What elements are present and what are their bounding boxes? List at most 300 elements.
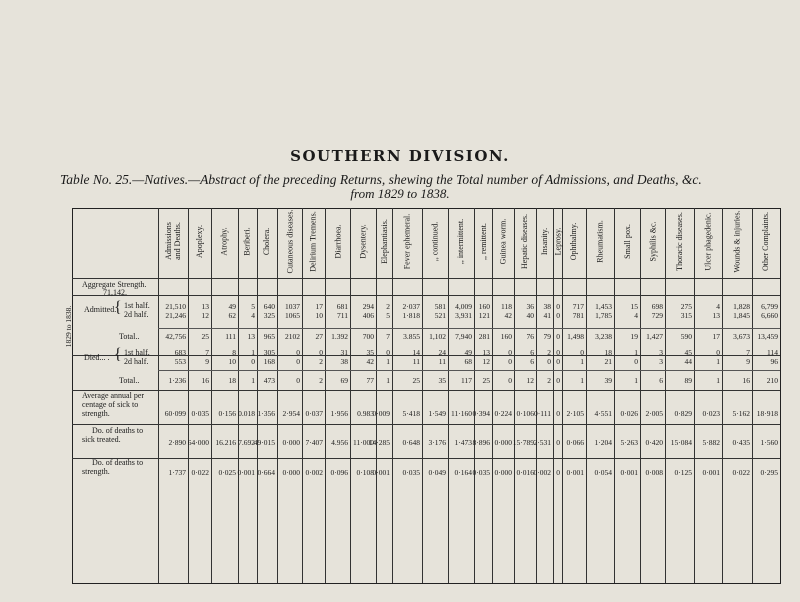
table-cell: 1 xyxy=(580,357,584,366)
table-cell: 0·054 xyxy=(594,468,612,477)
column-header xyxy=(257,212,277,270)
table-cell: 1 xyxy=(251,348,255,357)
table-cell: 13 xyxy=(201,302,209,311)
table-cell: 473 xyxy=(263,376,275,385)
row-divider xyxy=(72,390,780,391)
table-cell: 0·394 xyxy=(472,409,490,418)
table-cell: 38 xyxy=(543,302,551,311)
table-cell: 68 xyxy=(464,357,472,366)
table-cell: 0·002 xyxy=(305,468,323,477)
table-cell: 0·035 xyxy=(402,468,420,477)
table-cell: 5 xyxy=(251,302,255,311)
table-cell: 0 xyxy=(296,348,300,357)
table-cell: 2·005 xyxy=(645,409,663,418)
column-header xyxy=(665,212,694,270)
table-cell: 2·531 xyxy=(533,438,551,447)
table-cell: 42,756 xyxy=(165,332,186,341)
table-cell: 717 xyxy=(572,302,584,311)
table-cell: 4,009 xyxy=(455,302,472,311)
column-header xyxy=(376,212,392,270)
table-cell: 0.983 xyxy=(357,409,374,418)
table-cell: 4·551 xyxy=(594,409,612,418)
table-cell: 10 xyxy=(315,311,323,320)
table-cell: 11·000 xyxy=(353,438,374,447)
table-cell: 0 xyxy=(556,332,560,341)
table-cell: 0·022 xyxy=(732,468,750,477)
table-cell: 79 xyxy=(543,332,551,341)
table-cell: 11 xyxy=(412,357,420,366)
table-cell: 41 xyxy=(543,311,551,320)
column-header-label: Ophthalmy. xyxy=(569,222,579,260)
table-cell: 18 xyxy=(228,376,236,385)
table-cell: 0 xyxy=(296,376,300,385)
table-cell: 581 xyxy=(434,302,446,311)
table-cell: 21,510 xyxy=(165,302,186,311)
table-cell: 0·025 xyxy=(218,468,236,477)
table-cell: 3 xyxy=(659,348,663,357)
table-cell: 5 xyxy=(386,311,390,320)
table-cell: 1·236 xyxy=(168,376,186,385)
table-cell: 700 xyxy=(362,332,374,341)
table-cell: 1·956 xyxy=(330,409,348,418)
table-cell: 0·096 xyxy=(330,468,348,477)
table-cell: 7 xyxy=(386,332,390,341)
table-cell: 1·818 xyxy=(402,311,420,320)
table-cell: 16 xyxy=(201,376,209,385)
table-cell: 13 xyxy=(482,348,490,357)
table-cell: 0·000 xyxy=(282,468,300,477)
table-cell: 42 xyxy=(366,357,374,366)
table-cell: 2·037 xyxy=(402,302,420,311)
table-cell: 0 xyxy=(251,357,255,366)
table-cell: 406 xyxy=(362,311,374,320)
table-cell: 10 xyxy=(228,357,236,366)
column-header-label: Guinea worm. xyxy=(498,218,508,264)
average-label-line1: Average annual per xyxy=(82,391,145,400)
table-cell: 15 xyxy=(630,302,638,311)
table-cell: 13 xyxy=(247,332,255,341)
table-cell: 7 xyxy=(205,348,209,357)
column-header-label: Beriberi. xyxy=(243,226,252,256)
table-cell: 0 xyxy=(556,409,560,418)
table-cell: 2 xyxy=(547,348,551,357)
table-cell: 0·002 xyxy=(533,468,551,477)
table-cell: 325 xyxy=(263,311,275,320)
table-cell: 21,246 xyxy=(165,311,186,320)
table-cell: 121 xyxy=(478,311,490,320)
table-cell: 5·263 xyxy=(620,438,638,447)
table-cell: 2·890 xyxy=(168,438,186,447)
table-cell: 25 xyxy=(201,332,209,341)
table-cell: 0·037 xyxy=(305,409,323,418)
column-header-label: Thoracic diseases. xyxy=(675,211,685,271)
table-cell: 0 xyxy=(556,311,560,320)
column-header xyxy=(694,212,722,270)
table-cell: 0·022 xyxy=(191,468,209,477)
table-cell: 21 xyxy=(604,357,612,366)
table-cell: 1 xyxy=(716,376,720,385)
deaths-strength-label-line1: Do. of deaths to xyxy=(92,458,144,467)
table-cell: 15·789 xyxy=(512,438,534,447)
table-cell: 35 xyxy=(366,348,374,357)
table-cell: 0·164 xyxy=(454,468,472,477)
table-cell: 1,828 xyxy=(733,302,750,311)
column-header xyxy=(586,212,614,270)
column-header-label: Fever ephemeral. xyxy=(402,213,412,269)
row-divider xyxy=(72,424,780,425)
table-cell: 1,427 xyxy=(646,332,663,341)
table-cell: 0·049 xyxy=(428,468,446,477)
table-cell: 3,931 xyxy=(455,311,472,320)
column-header xyxy=(640,212,665,270)
column-header xyxy=(422,212,448,270)
died-label: Died... . xyxy=(84,353,110,362)
table-cell: 0·829 xyxy=(674,409,692,418)
table-cell: 681 xyxy=(336,302,348,311)
table-cell: 0·435 xyxy=(732,438,750,447)
table-cell: 294 xyxy=(362,302,374,311)
column-header xyxy=(536,212,553,270)
column-header-label: Diarrhoea. xyxy=(333,224,343,258)
table-cell: 18 xyxy=(604,348,612,357)
column-header-label: Rheumatism. xyxy=(595,219,605,263)
row-divider xyxy=(72,295,780,296)
table-cell: 640 xyxy=(263,302,275,311)
table-cell: 1 xyxy=(716,357,720,366)
died-first-half-label: 1st half. xyxy=(124,348,150,357)
table-cell: 1 xyxy=(251,376,255,385)
table-cell: 0·000 xyxy=(494,438,512,447)
deaths-sick-label-line1: Do. of deaths to xyxy=(92,426,144,435)
table-cell: 1037 xyxy=(285,302,300,311)
table-cell: 210 xyxy=(766,376,778,385)
table-cell: 590 xyxy=(680,332,692,341)
table-cell: 0·108 xyxy=(356,468,374,477)
table-cell: 0·009 xyxy=(372,409,390,418)
table-cell: 2 xyxy=(319,357,323,366)
table-cell: 2 xyxy=(547,376,551,385)
table-cell: 0·111 xyxy=(534,409,551,418)
table-cell: 1,845 xyxy=(733,311,750,320)
table-cell: 6 xyxy=(530,357,534,366)
column-header xyxy=(562,212,586,270)
table-cell: 0·001 xyxy=(566,468,584,477)
table-cell: 1 xyxy=(386,376,390,385)
table-cell: 6 xyxy=(659,376,663,385)
table-cell: 5·418 xyxy=(402,409,420,418)
table-cell: 1 xyxy=(634,348,638,357)
table-cell: 0 xyxy=(556,376,560,385)
table-cell: 17 xyxy=(712,332,720,341)
date-range: from 1829 to 1838. xyxy=(350,186,450,201)
table-cell: 0 xyxy=(386,348,390,357)
table-cell: 19 xyxy=(630,332,638,341)
table-cell: 8·896 xyxy=(472,438,490,447)
column-header-label: Ulcer phagedenic. xyxy=(703,211,713,271)
table-cell: 11 xyxy=(438,357,446,366)
table-cell: 49 xyxy=(228,302,236,311)
table-cell: 0·035 xyxy=(472,468,490,477)
table-cell: 25 xyxy=(482,376,490,385)
table-cell: 27 xyxy=(315,332,323,341)
table-cell: 0·066 xyxy=(566,438,584,447)
table-cell: 89 xyxy=(684,376,692,385)
table-cell: 315 xyxy=(680,311,692,320)
table-cell: 0·156 xyxy=(218,409,236,418)
table-cell: 2 xyxy=(386,302,390,311)
table-cell: 0·001 xyxy=(620,468,638,477)
table-cell: 1 xyxy=(580,376,584,385)
column-header-label: Syphilis &c. xyxy=(648,220,658,262)
admitted-label: Admitted. xyxy=(84,305,117,314)
table-cell: 49 xyxy=(464,348,472,357)
column-header xyxy=(277,209,302,273)
table-cell: 965 xyxy=(263,332,275,341)
table-cell: 0 xyxy=(556,438,560,447)
table-cell: 38 xyxy=(340,357,348,366)
table-cell: 4 xyxy=(716,302,720,311)
table-cell: 711 xyxy=(337,311,348,320)
table-cell: 6 xyxy=(530,348,534,357)
table-cell: 14 xyxy=(412,348,420,357)
table-cell: 3.855 xyxy=(403,332,420,341)
deaths-strength-label-line2: strength. xyxy=(82,467,110,476)
years-side-label xyxy=(63,296,75,356)
admitted-total-label: Total.. xyxy=(119,332,140,341)
died-total-label: Total.. xyxy=(119,376,140,385)
strength-label: Aggregate Strength. xyxy=(82,280,147,289)
column-header xyxy=(614,212,640,270)
table-cell: 0·106 xyxy=(516,409,534,418)
table-cell: 1.392 xyxy=(331,332,348,341)
column-header xyxy=(302,212,325,270)
died-brace: { xyxy=(114,346,122,363)
column-header-label: Small pox. xyxy=(622,223,632,259)
table-cell: 0·023 xyxy=(702,409,720,418)
table-cell: 42 xyxy=(504,311,512,320)
table-cell: 0·001 xyxy=(237,468,255,477)
table-cell: 1·737 xyxy=(168,468,186,477)
table-cell: 12 xyxy=(201,311,209,320)
table-cell: 1·473 xyxy=(454,438,472,447)
table-cell: 0 xyxy=(508,376,512,385)
column-header-label: Apoplexy. xyxy=(195,224,204,258)
table-cell: 553 xyxy=(174,357,186,366)
table-cell: 15·084 xyxy=(670,438,692,447)
table-cell: 2·105 xyxy=(566,409,584,418)
column-header-label: Elephantiasis. xyxy=(379,218,389,264)
table-cell: 17 xyxy=(315,302,323,311)
strength-value: 71,142. xyxy=(103,288,127,297)
table-cell: 7,940 xyxy=(455,332,472,341)
table-cell: 3 xyxy=(659,357,663,366)
column-header-label: ,, remittent. xyxy=(478,222,488,260)
table-cell: 305 xyxy=(263,348,275,357)
column-header-label: Atrophy. xyxy=(220,226,229,256)
column-header xyxy=(492,212,514,270)
table-cell: 0·001 xyxy=(372,468,390,477)
table-cell: 0 xyxy=(556,357,560,366)
column-header-label: Cutaneous diseases. xyxy=(285,209,294,273)
column-header xyxy=(448,212,474,270)
table-cell: 729 xyxy=(651,311,663,320)
table-cell: 0·224 xyxy=(494,409,512,418)
row-divider xyxy=(158,370,780,371)
table-cell: 5·162 xyxy=(732,409,750,418)
table-cell: 1,453 xyxy=(595,302,612,311)
table-cell: 781 xyxy=(572,311,584,320)
column-header xyxy=(211,212,238,270)
table-cell: 0·420 xyxy=(645,438,663,447)
column-header-label: Delirium Tremens. xyxy=(309,210,319,272)
table-cell: 0·664 xyxy=(257,468,275,477)
column-header xyxy=(350,212,376,270)
column-header-label: Insanity. xyxy=(540,227,550,255)
table-cell: 160 xyxy=(500,332,512,341)
table-cell: 0 xyxy=(319,348,323,357)
column-header-label: ,, continued. xyxy=(430,221,440,261)
table-cell: 698 xyxy=(651,302,663,311)
table-cell: 16 xyxy=(742,376,750,385)
table-cell: 11·160 xyxy=(451,409,472,418)
column-header xyxy=(158,212,188,270)
table-cell: 0·125 xyxy=(674,468,692,477)
table-cell: 1 xyxy=(386,357,390,366)
table-cell: 18·918 xyxy=(756,409,778,418)
table-cell: 45 xyxy=(684,348,692,357)
column-header xyxy=(722,209,752,273)
admitted-second-half-label: 2d half. xyxy=(124,310,149,319)
table-cell: 0·000 xyxy=(282,438,300,447)
table-cell: 0·016 xyxy=(516,468,534,477)
table-cell: 62 xyxy=(228,311,236,320)
table-cell: 12 xyxy=(526,376,534,385)
table-cell: 521 xyxy=(434,311,446,320)
table-cell: 111 xyxy=(225,332,236,341)
row-divider xyxy=(72,278,780,279)
column-header-label: Cholera. xyxy=(262,227,272,255)
table-cell: 0·008 xyxy=(645,468,663,477)
table-cell: 39 xyxy=(604,376,612,385)
table-cell: 0 xyxy=(716,348,720,357)
table-cell: 1065 xyxy=(285,311,300,320)
deaths-sick-label-line2: sick treated. xyxy=(82,435,121,444)
table-cell: 13 xyxy=(712,311,720,320)
column-header-label: Wounds & injuries. xyxy=(732,209,742,273)
table-cell: 8 xyxy=(232,348,236,357)
table-cell: 683 xyxy=(174,348,186,357)
average-label-line3: strength. xyxy=(82,409,110,418)
table-cell: 0 xyxy=(580,348,584,357)
row-divider xyxy=(72,458,780,459)
table-cell: 69 xyxy=(340,376,348,385)
table-cell: 0 xyxy=(556,348,560,357)
table-cell: 16.216 xyxy=(215,438,236,447)
column-header-label: Leprosy. xyxy=(553,227,563,255)
table-cell: 0·295 xyxy=(760,468,778,477)
table-cell: 0·001 xyxy=(702,468,720,477)
table-cell: 6,660 xyxy=(761,311,778,320)
table-cell: 6,799 xyxy=(761,302,778,311)
column-header xyxy=(238,212,257,270)
table-cell: 117 xyxy=(461,376,472,385)
table-cell: 96 xyxy=(770,357,778,366)
column-header-label: Other Complaints. xyxy=(761,211,771,271)
average-label-line2: centage of sick to xyxy=(82,400,139,409)
column-header-label: Dysentery. xyxy=(358,223,368,259)
table-cell: 275 xyxy=(680,302,692,311)
table-cell: 4.956 xyxy=(331,438,348,447)
table-number: Table No. 25. xyxy=(60,172,133,187)
column-header-label: ,, intermittent. xyxy=(456,218,466,264)
admitted-first-half-label: 1st half. xyxy=(124,301,150,310)
table-cell: 1 xyxy=(634,376,638,385)
table-cell: 0 xyxy=(634,357,638,366)
division-title: SOUTHERN DIVISION. xyxy=(290,147,510,165)
table-cell: 9 xyxy=(205,357,209,366)
table-cell: 1·549 xyxy=(428,409,446,418)
table-cell: 2102 xyxy=(285,332,300,341)
table-cell: 1,102 xyxy=(429,332,446,341)
column-header-label: Admissions and Deaths. xyxy=(164,222,183,260)
column-header xyxy=(392,212,422,270)
column-header xyxy=(325,212,350,270)
table-cell: 0.018 xyxy=(238,409,255,418)
table-cell: 7·407 xyxy=(305,438,323,447)
table-cell: 0·648 xyxy=(402,438,420,447)
table-cell: 0 xyxy=(508,357,512,366)
table-cell: 60·099 xyxy=(164,409,186,418)
table-cell: 0 xyxy=(556,302,560,311)
table-cell: 0 xyxy=(547,357,551,366)
table-cell: 7.692 xyxy=(238,438,255,447)
table-cell: 281 xyxy=(478,332,490,341)
table-cell: 118 xyxy=(501,302,512,311)
table-cell: 64·000 xyxy=(187,438,209,447)
admitted-brace: { xyxy=(114,299,122,316)
table-cell: 1·204 xyxy=(594,438,612,447)
table-cell: 35 xyxy=(438,376,446,385)
table-cell: 44 xyxy=(684,357,692,366)
column-header xyxy=(553,212,562,270)
table-cell: 4 xyxy=(251,311,255,320)
table-cell: 1,498 xyxy=(567,332,584,341)
died-second-half-label: 2d half. xyxy=(124,357,149,366)
years-side-text: 1829 to 1838. xyxy=(64,305,74,347)
table-cell: 2 xyxy=(319,376,323,385)
table-cell: 168 xyxy=(263,357,275,366)
column-header xyxy=(514,212,536,270)
column-header xyxy=(188,212,211,270)
table-cell: 2·954 xyxy=(282,409,300,418)
table-cell: 114 xyxy=(767,348,778,357)
table-cell: 3,238 xyxy=(595,332,612,341)
row-divider xyxy=(158,328,780,329)
table-cell: 49·015 xyxy=(253,438,275,447)
table-cell: 0 xyxy=(296,357,300,366)
table-cell: 40 xyxy=(526,311,534,320)
table-cell: 0·000 xyxy=(494,468,512,477)
table-cell: 160 xyxy=(478,302,490,311)
table-cell: 3·176 xyxy=(428,438,446,447)
table-cell: 4 xyxy=(634,311,638,320)
table-cell: 3,673 xyxy=(733,332,750,341)
table-cell: 24 xyxy=(438,348,446,357)
table-cell: 25 xyxy=(412,376,420,385)
table-cell: 7 xyxy=(746,348,750,357)
column-header xyxy=(752,212,779,270)
table-cell: 1,785 xyxy=(595,311,612,320)
